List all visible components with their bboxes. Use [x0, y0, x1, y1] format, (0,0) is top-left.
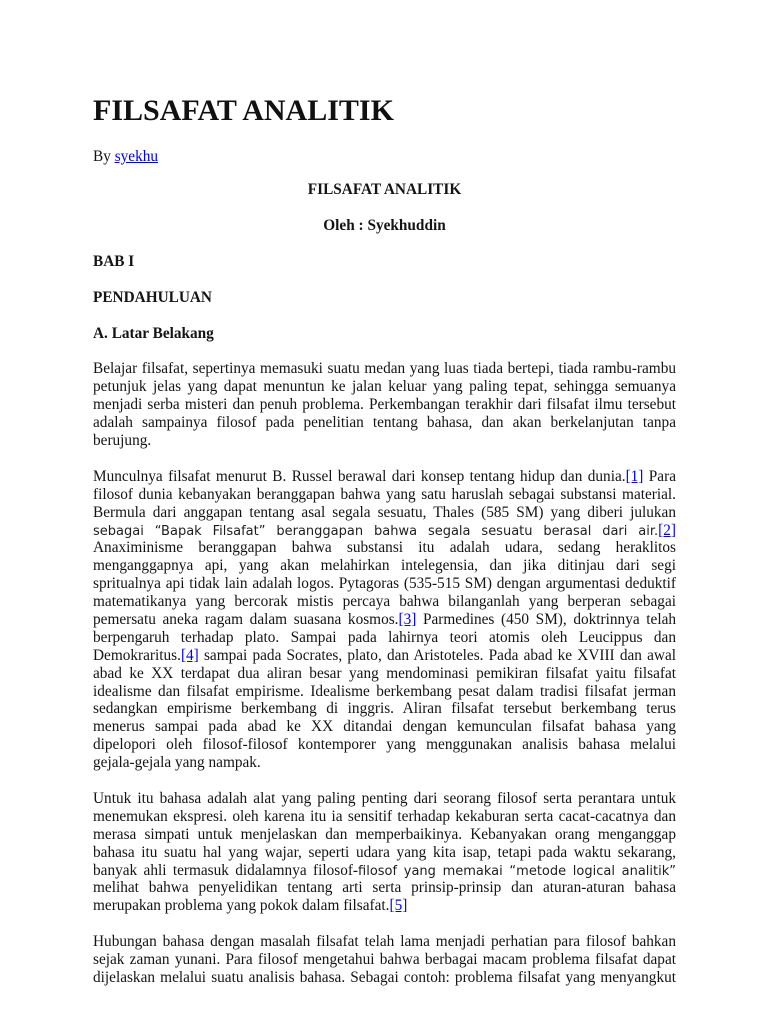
- footnote-link[interactable]: [1]: [625, 467, 644, 485]
- text-line: [93, 396, 676, 414]
- text-line: [93, 522, 676, 540]
- text-span: spritualnya api tidak lain adalah logos. Pytagoras (535-515 SM) dengan argumentasi deduktif: [93, 575, 676, 593]
- text-span-alt-font: filosof yang memakai “metode logical analitik”: [358, 863, 676, 879]
- text-line: [93, 468, 676, 486]
- paragraph-latar-belakang: [93, 360, 676, 449]
- text-line: [93, 808, 676, 826]
- text-span: Parmedines (450 SM), doktrinnya telah: [416, 611, 677, 629]
- text-line: [93, 754, 676, 772]
- text-line: [93, 665, 676, 683]
- text-span: merupakan problema yang pokok dalam filsafat.: [93, 897, 390, 915]
- text-span: Para: [643, 467, 676, 485]
- text-line: [93, 486, 676, 504]
- text-span: Anaximinisme beranggapan bahwa substansi itu adalah udara, sedang heraklitos: [93, 539, 676, 557]
- text-line: [93, 700, 676, 718]
- text-span: pemersatu aneka ragam dalam suasana kosmos.: [93, 611, 399, 629]
- text-line: [93, 897, 676, 915]
- paragraph-sejarah-filsafat: [93, 468, 676, 772]
- text-span: adalah sampainya filosof pada penelitian tentang bahasa, dan akan berkelanjutan tanpa: [93, 414, 676, 432]
- author-link[interactable]: syekhu: [114, 148, 159, 165]
- text-span: Belajar filsafat, sepertinya memasuki suatu medan yang luas tiada bertepi, tiada rambu-rambu: [93, 360, 676, 378]
- text-span: menerus sampai pada abad ke XX ditandai dengan kemunculan filsafat bahasa yang: [93, 718, 676, 736]
- text-span: sampai pada Socrates, plato, dan Aristoteles. Pada abad ke XVIII dan awal: [198, 646, 676, 664]
- text-span: bahasa itu suatu hal yang wajar, seperti udara yang kita isap, tetapi pada waktu sekarang,: [93, 843, 676, 861]
- paragraph-hubungan-bahasa: [93, 933, 676, 987]
- chapter-title: PENDAHULUAN: [93, 288, 212, 306]
- text-line: [93, 611, 676, 629]
- text-span: banyak ahli termasuk didalamnya filosof-: [93, 861, 359, 879]
- footnote-link[interactable]: [5]: [389, 897, 408, 915]
- text-span: abad ke XX terdapat dua aliran besar yang mendominasi pemikiran filsafat yaitu filsafat: [93, 664, 676, 682]
- text-span: Untuk itu bahasa adalah alat yang paling penting dari seorang filosof serta perantara untuk: [93, 790, 676, 808]
- text-span-alt-font: sebagai “Bapak Filsafat” beranggapan bahwa segala sesuatu berasal dari air.: [93, 523, 659, 539]
- text-span: Munculnya filsafat menurut B. Russel berawal dari konsep tentang hidup dan dunia.: [93, 467, 626, 485]
- text-span: berpengaruh terhadap plato. Sampai pada lahirnya teori atomis oleh Leucippus dan: [93, 628, 676, 646]
- text-line: [93, 736, 676, 754]
- text-span: matematikanya yang bercorak mistis percaya bahwa bilanganlah yang berperan sebagai: [93, 593, 676, 611]
- document-body: [93, 94, 676, 1005]
- text-line: [93, 360, 676, 378]
- text-line: [93, 504, 676, 522]
- text-span: merasa simpati untuk menjelaskan dan memperbaikinya. Kebanyakan orang menganggap: [93, 825, 676, 843]
- text-line: [93, 969, 676, 987]
- text-line: [93, 718, 676, 736]
- byline-prefix: By: [93, 148, 115, 165]
- text-span: petunjuk jelas yang dapat menuntun ke jalan keluar yang paling tepat, sehingga semuanya: [93, 378, 676, 396]
- footnote-link[interactable]: [4]: [180, 646, 199, 664]
- text-line: [93, 933, 676, 951]
- text-span: dijelaskan melalui suatu analisis bahasa. Sebagai contoh: problema filsafat yang menyangkut: [93, 969, 676, 987]
- text-line: [93, 826, 676, 844]
- text-line: [93, 414, 676, 432]
- text-span: menganggapnya api, yang akan melahirkan intelegensia, dan jika ditinjau dari segi: [93, 557, 676, 575]
- text-line: [93, 378, 676, 396]
- text-span: berujung.: [93, 432, 152, 449]
- text-span: gejala-gejala yang nampak.: [93, 754, 261, 772]
- author-line: Oleh : Syekhuddin: [323, 216, 446, 234]
- text-line: [93, 790, 676, 808]
- text-line: [93, 539, 676, 557]
- footnote-link[interactable]: [3]: [398, 611, 417, 629]
- text-line: [93, 432, 676, 450]
- text-line: [93, 862, 676, 880]
- footnote-link[interactable]: [2]: [658, 521, 676, 539]
- text-line: [93, 844, 676, 862]
- text-span: Bermula dari anggapan tentang asal segala sesuatu, Thales (585 SM) yang diberi julukan: [93, 503, 676, 521]
- text-span: menemukan ekspresi. oleh karena itu ia sensitif terhadap kekaburan serta cacat-cacatnya dan: [93, 807, 676, 825]
- byline: [93, 148, 676, 166]
- text-span: sejak zaman yunani. Para filosof mengetahui bahwa berbagai macam problema filsafat dapat: [93, 951, 676, 969]
- text-line: [93, 557, 676, 575]
- text-line: [93, 629, 676, 647]
- text-span: Hubungan bahasa dengan masalah filsafat telah lama menjadi perhatian para filosof bahkan: [93, 933, 676, 951]
- text-span: melihat bahwa penyelidikan tentang arti serta prinsip-prinsip dan aturan-aturan bahasa: [93, 879, 676, 897]
- text-line: [93, 593, 676, 611]
- text-line: [93, 683, 676, 701]
- section-heading: A. Latar Belakang: [93, 324, 214, 342]
- chapter-label: BAB I: [93, 252, 135, 270]
- text-line: [93, 879, 676, 897]
- text-span: dipelopori oleh filosof-filosof kontemporer yang menggunakan analisis bahasa melalui: [93, 736, 676, 754]
- text-span: Demokraritus.: [93, 646, 181, 664]
- text-line: [93, 951, 676, 969]
- text-span: menjadi serba misteri dan penuh problema. Perkembangan terakhir dari filsafat ilmu tersebut: [93, 396, 676, 414]
- text-line: [93, 647, 676, 665]
- document-heading: FILSAFAT ANALITIK: [307, 180, 462, 198]
- text-line: [93, 575, 676, 593]
- paragraph-bahasa-alat: [93, 790, 676, 915]
- document-title: FILSAFAT ANALITIK: [93, 94, 394, 127]
- text-span: sedangkan empirisme berkembang di inggris. Aliran filsafat tersebut berkembang terus: [93, 700, 676, 718]
- text-span: idealisme dan filsafat empirisme. Idealisme berkembang pesat dalam tradisi filsafat jerman: [93, 682, 676, 700]
- text-span: filosof dunia kebanyakan beranggapan bahwa yang satu haruslah sebagai substansi material.: [93, 485, 676, 503]
